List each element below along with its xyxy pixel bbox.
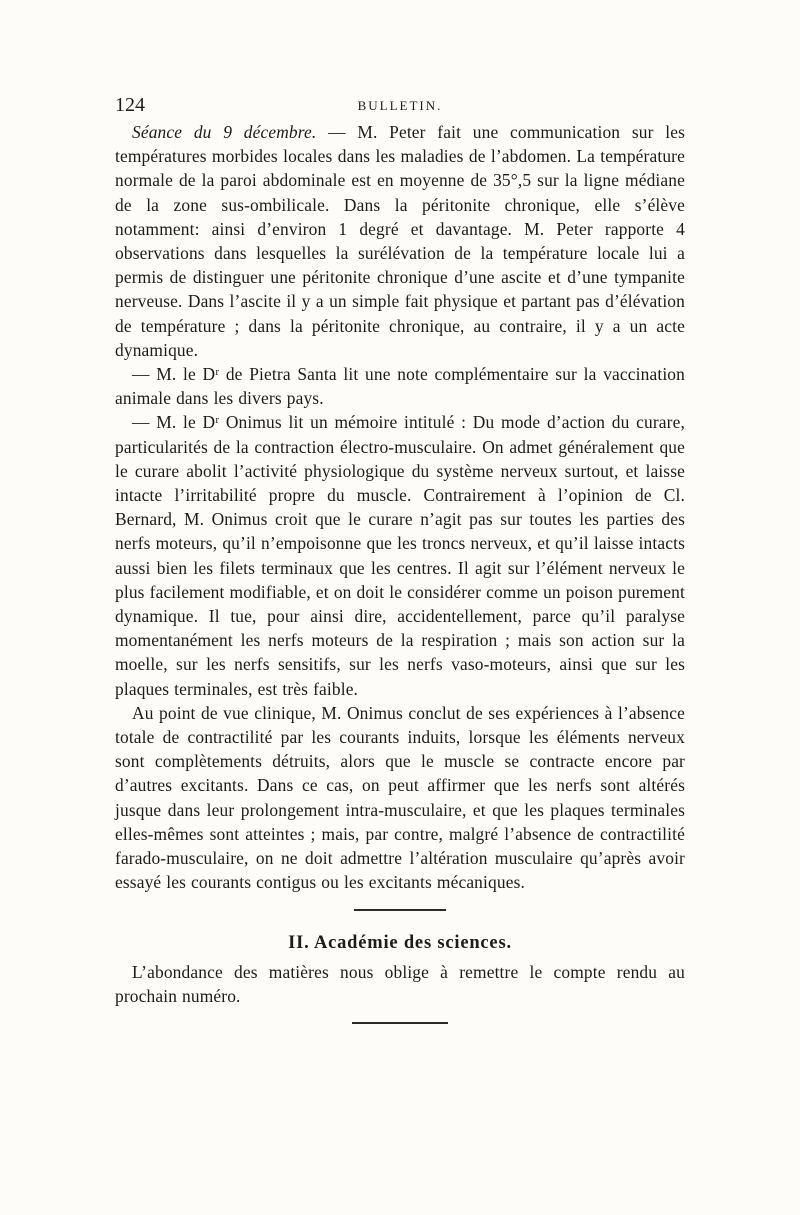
- paragraph-seance-text: — M. Peter fait une communication sur les températures morbides locales dans les maladies de l’abdomen. La température normale de la paroi abdominale est en moyenne de 35°,5 sur la ligne médiane de la zone sus-ombilicale. Dans la péritonite chronique, elle s’élève notamment: ainsi d’environ 1 degré et davantage. M. Peter rapporte 4 observations dans lesquelles la surélévation de la température locale lui a permis de distinguer une péritonite chronique d’une ascite et d’une tympanite nerveuse. Dans l’ascite il y a un simple fait physique et partant pas d’élévation de température ; dans la péritonite chronique, au contraire, il y a un acte dynamique.: [115, 122, 685, 360]
- session-date-label: Séance du 9 décembre.: [132, 122, 317, 142]
- paragraph-academie-note: L’abondance des matières nous oblige à remettre le compte rendu au prochain numéro.: [115, 961, 685, 1006]
- section-divider: [354, 909, 446, 911]
- paragraph-onimus-memoire: — M. le Dʳ Onimus lit un mémoire intitulé : Du mode d’action du curare, particularités de la contraction électro-musculaire. On admet généralement que le curare abolit l’activité physiologique du système nerveux surtout, et laisse intacte l’irritabilité propre du muscle. Contrairement à l’opinion de Cl. Bernard, M. Onimus croit que le curare n’agit pas sur toutes les parties des nerfs moteurs, qu’il n’empoisonne que les troncs nerveux, et qu’il laisse intacts aussi bien les filets terminaux que les centres. Il agit sur l’élément nerveux le plus facilement modifiable, et on doit le considérer comme un poison purement dynamique. Il tue, pour ainsi dire, accidentellement, parce qu’il paralyse momentanément les nerfs moteurs de la respiration ; mais son action sur la moelle, sur les nerfs sensitifs, sur les nerfs vaso-moteurs, ainsi que sur les plaques terminales, est très faible.: [115, 412, 685, 699]
- end-divider: [352, 1022, 448, 1024]
- running-head: [115, 94, 685, 120]
- page-number: 124: [115, 94, 145, 116]
- section-heading: II. Académie des sciences.: [288, 932, 512, 953]
- book-page: [115, 94, 685, 1024]
- running-title: BULLETIN.: [357, 98, 443, 113]
- paragraph-clinical-conclusion: Au point de vue clinique, M. Onimus conclut de ses expériences à l’absence totale de contractilité par les courants induits, lorsque les éléments nerveux sont complètements détruits, alors que le muscle se contracte encore par d’autres excitants. Dans ce cas, on peut affirmer que les nerfs sont altérés jusque dans leur prolongement intra-musculaire, et que les plaques terminales elles-mêmes sont atteintes ; mais, par contre, malgré l’absence de contractilité farado-musculaire, on ne doit admettre l’altération musculaire qu’après avoir essayé les courants contigus ou les excitants mécaniques.: [115, 702, 685, 893]
- paragraph-seance: [115, 120, 685, 362]
- paragraph-pietra-santa: — M. le Dʳ de Pietra Santa lit une note complémentaire sur la vaccination animale dans les divers pays.: [115, 364, 685, 409]
